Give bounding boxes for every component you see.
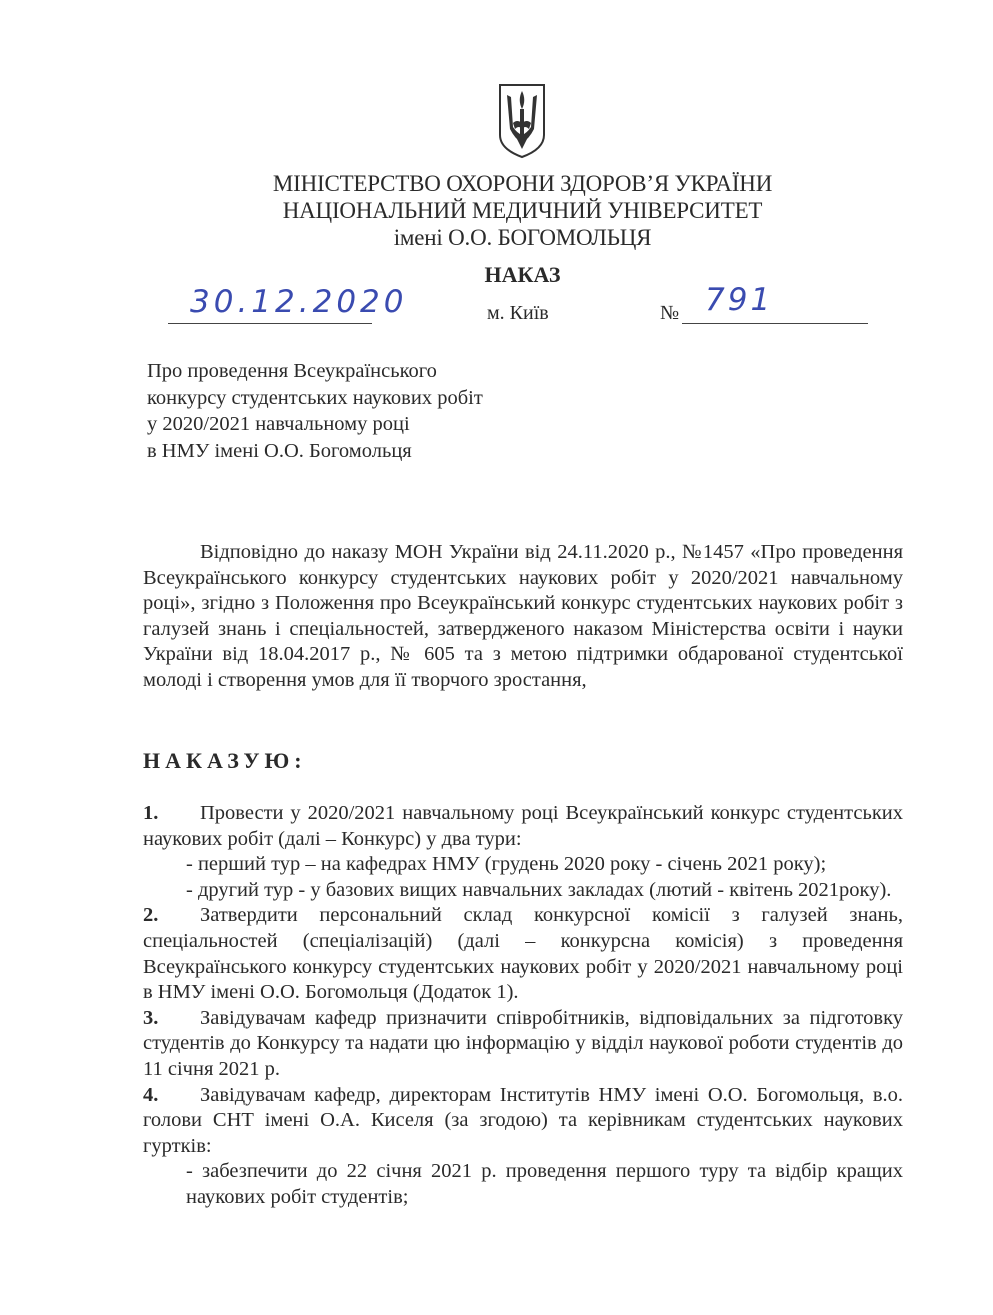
item-number: 4. — [143, 1083, 159, 1106]
order-subject — [147, 358, 483, 464]
subject-line: в НМУ імені О.О. Богомольця — [147, 439, 412, 462]
item-text: Затвердити персональний склад конкурсної комісії з галузей знань, спеціальностей (спеціалізацій) (далі – конкурсна комісія) з проведення Всеукраїнського конкурсу студентських наукових робіт у 2020/2021 навчальному році в НМУ імені О.О. Богомольця (Додаток 1). — [143, 904, 903, 1004]
subject-line: Про проведення Всеукраїнського — [147, 360, 437, 382]
number-underline — [682, 323, 868, 324]
date-underline — [168, 323, 372, 324]
number-label: № — [660, 302, 680, 324]
item-text: Завідувачам кафедр призначити співробітників, відповідальних за підготовку студентів до Конкурсу та надати цю інформацію у відділ наукової роботи студентів до 11 січня 2021 р. — [143, 1006, 903, 1080]
handwritten-date: 30.12.2020 — [190, 284, 408, 320]
order-item — [143, 801, 903, 852]
handwritten-number: 791 — [705, 282, 774, 318]
document-type: НАКАЗ — [484, 262, 561, 287]
order-item — [143, 1083, 903, 1160]
date-number-line — [0, 282, 993, 330]
sub-item: - перший тур – на кафедрах НМУ (грудень 2020 року - січень 2021 року); — [186, 853, 827, 876]
subject-line: конкурсу студентських наукових робіт — [147, 386, 483, 409]
order-heading: НАКАЗУЮ: — [143, 748, 307, 773]
item-number: 3. — [143, 1006, 159, 1029]
ukraine-trident-emblem-icon — [497, 83, 547, 159]
sub-item: - другий тур - у базових вищих навчальних закладах (лютий - квітень 2021року). — [186, 878, 892, 901]
order-item — [143, 1006, 903, 1083]
item-number: 2. — [143, 904, 159, 927]
university-honorific: імені О.О. БОГОМОЛЬЦЯ — [393, 225, 652, 250]
item-text: Провести у 2020/2021 навчальному році Всеукраїнський конкурс студентських наукових робіт (далі – Конкурс) у два тури: — [143, 802, 903, 850]
ministry-name: МІНІСТЕРСТВО ОХОРОНИ ЗДОРОВ’Я УКРАЇНИ — [272, 171, 773, 196]
subject-line: у 2020/2021 навчальному році — [147, 413, 410, 435]
item-number: 1. — [143, 802, 159, 824]
university-name: НАЦІОНАЛЬНИЙ МЕДИЧНИЙ УНІВЕРСИТЕТ — [282, 198, 763, 223]
order-item — [143, 903, 903, 1005]
order-items — [143, 801, 903, 1211]
item-text: Завідувачам кафедр, директорам Інститутів НМУ імені О.О. Богомольця, в.о. голови СНТ імені О.А. Киселя (за згодою) та керівникам студентських наукових гуртків: — [143, 1083, 903, 1157]
city: м. Київ — [487, 302, 549, 324]
preamble-paragraph: Відповідно до наказу МОН України від 24.11.2020 р., №1457 «Про проведення Всеукраїнського конкурсу студентських наукових робіт у 2020/2021 навчальному році», згідно з Положення про Всеукраїнський конкурс студентських наукових робіт з галузей знань і спеціальностей, затвердженого наказом Міністерства освіти і науки України від 18.04.2017 р., № 605 та з метою підтримки обдарованої студентської молоді і створення умов для її творчого зростання, — [143, 541, 903, 691]
sub-item: - забезпечити до 22 січня 2021 р. проведення першого туру та відбір кращих наукових робіт студентів; — [186, 1160, 903, 1208]
